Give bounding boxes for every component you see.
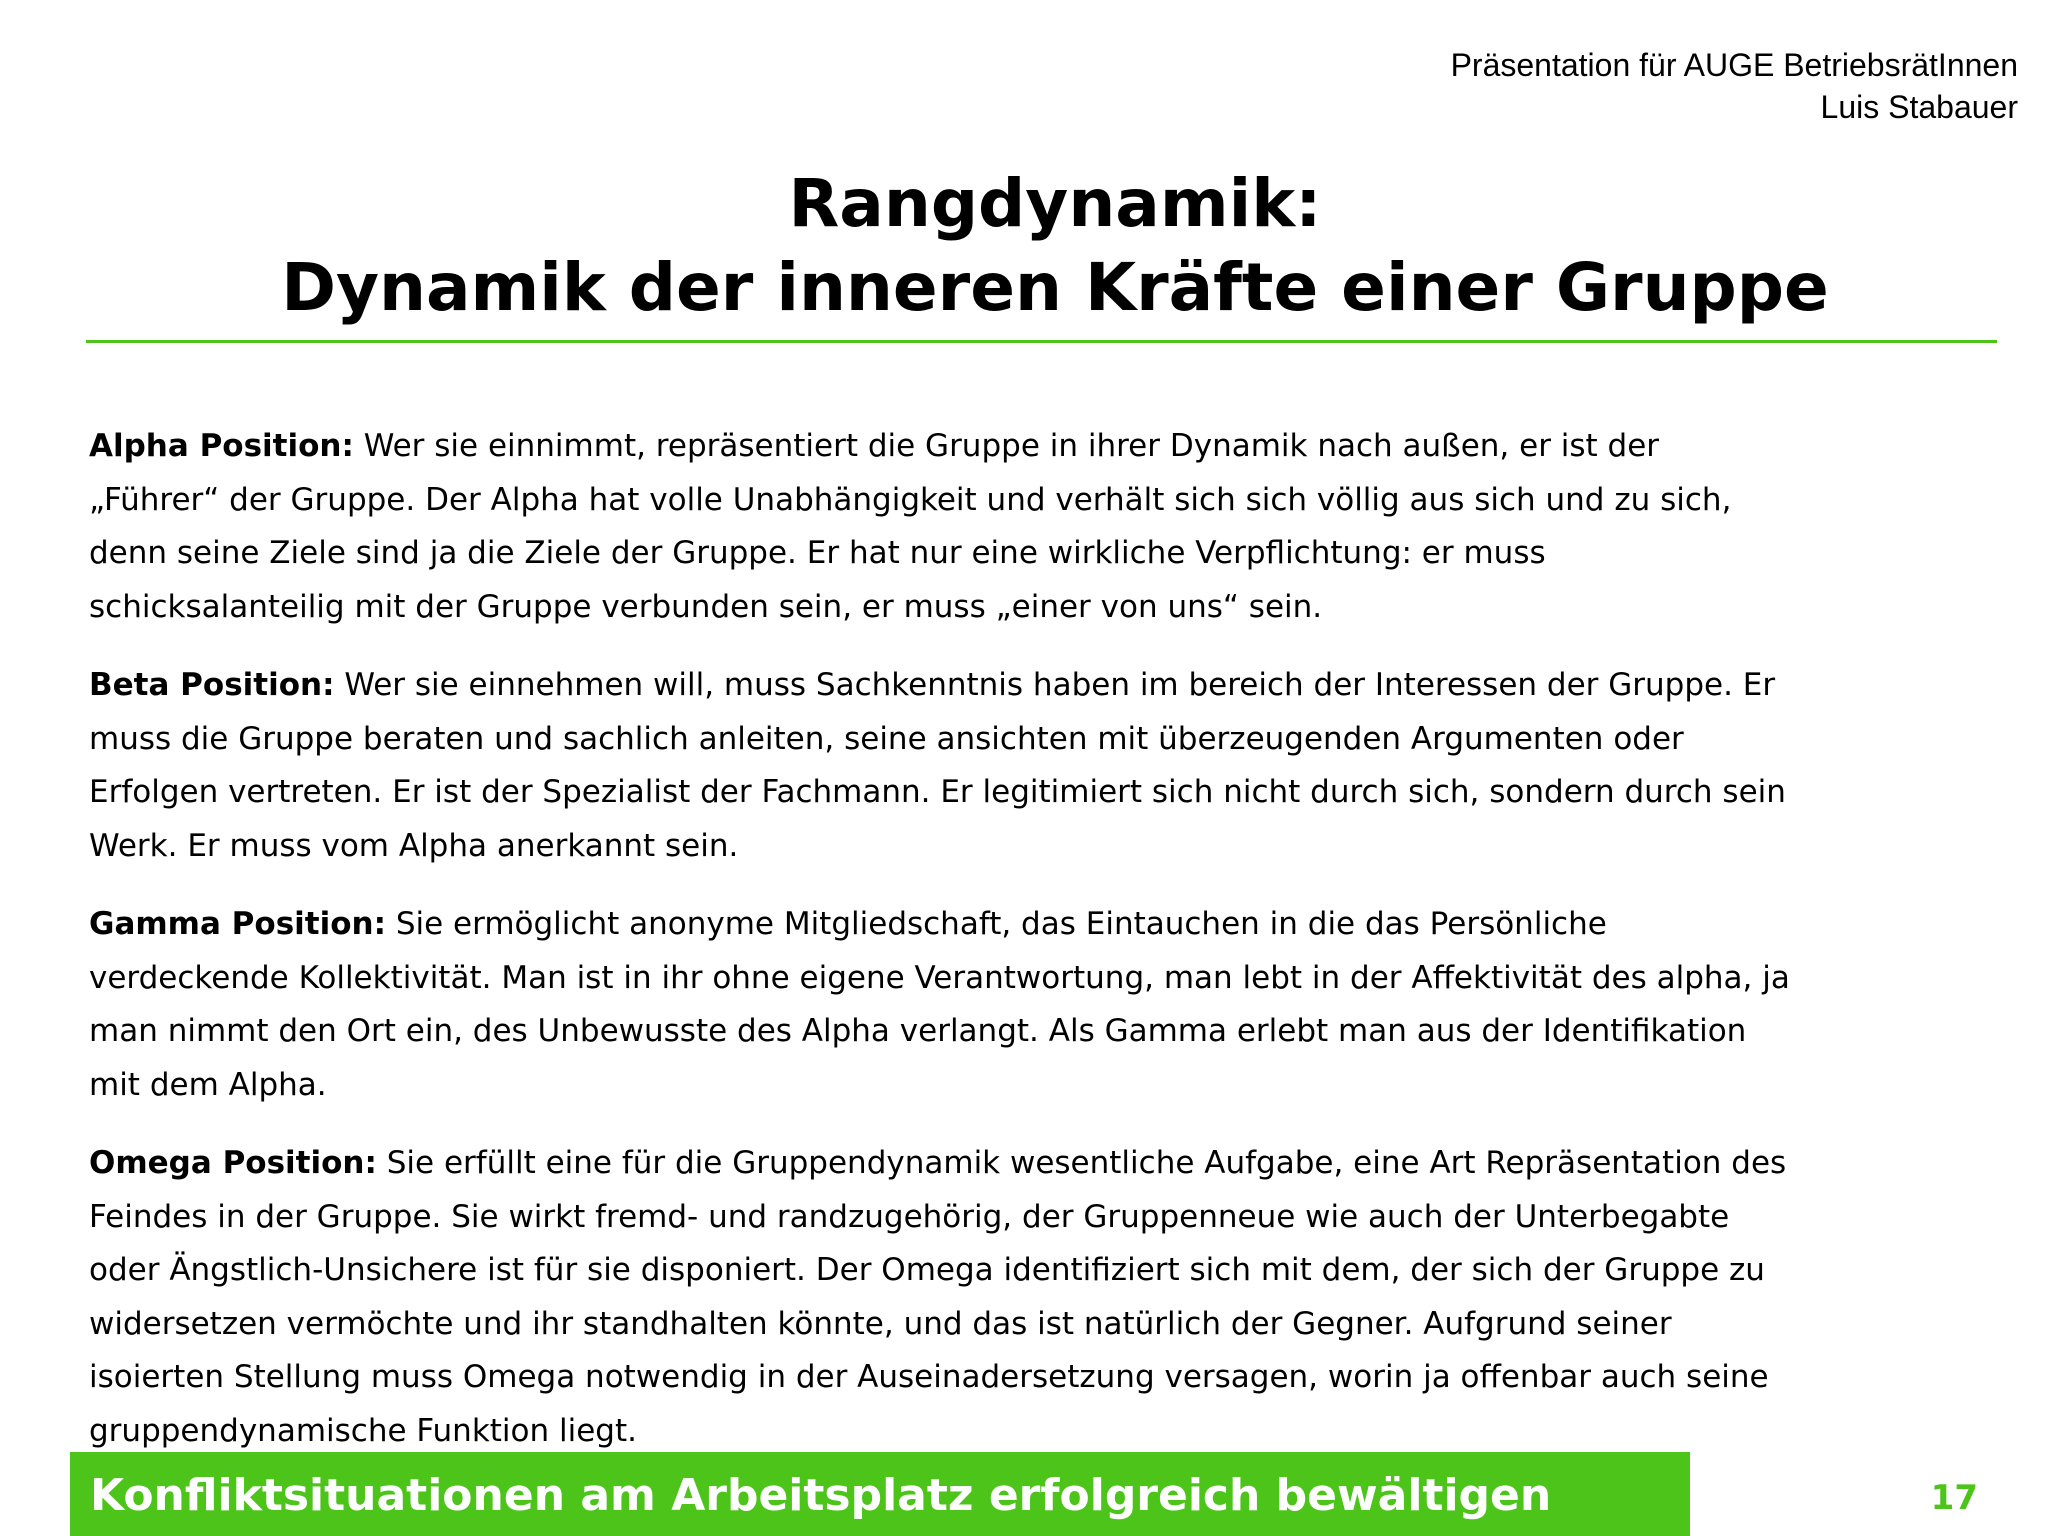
slide-title-line-2: Dynamik der inneren Kräfte einer Gruppe (281, 249, 1829, 326)
author-name: Luis Stabauer (1820, 89, 2018, 125)
section-line: mit dem Alpha. (89, 1066, 327, 1103)
section-gamma-position (89, 898, 2019, 1112)
section-line: man nimmt den Ort ein, des Unbewusste des Alpha verlangt. Als Gamma erlebt man aus der Identifikation (89, 1013, 1747, 1049)
slide-title (0, 162, 2048, 330)
section-beta-position (89, 659, 2019, 873)
section-line: oder Ängstlich-Unsichere ist für sie disponiert. Der Omega identifiziert sich mit dem, der sich der Gruppe zu (89, 1252, 1765, 1288)
section-line: Beta Position: Wer sie einnehmen will, muss Sachkenntnis haben im bereich der Interessen der Gruppe. Er (89, 667, 1776, 703)
section-line: schicksalanteilig mit der Gruppe verbunden sein, er muss „einer von uns“ sein. (89, 588, 1323, 625)
presentation-meta (1451, 44, 2018, 128)
section-label: Omega Position: (89, 1145, 377, 1181)
section-line: Feindes in der Gruppe. Sie wirkt fremd- und randzugehörig, der Gruppenneue wie auch der Unterbegabte (89, 1198, 1730, 1235)
section-line: Gamma Position: Sie ermöglicht anonyme Mitgliedschaft, das Eintauchen in die das Persönliche (89, 906, 1607, 942)
section-line: Alpha Position: Wer sie einnimmt, repräsentiert die Gruppe in ihrer Dynamik nach außen, er ist der (89, 428, 1660, 464)
section-line: isoierten Stellung muss Omega notwendig in der Auseinadersetzung versagen, worin ja offenbar auch seine (89, 1359, 1769, 1395)
section-line: Werk. Er muss vom Alpha anerkannt sein. (89, 827, 739, 864)
section-omega-position (89, 1137, 2019, 1458)
section-label: Alpha Position: (89, 428, 354, 464)
section-line: verdeckende Kollektivität. Man ist in ihr ohne eigene Verantwortung, man lebt in der Affektivität des alpha, ja (89, 959, 1790, 996)
footer-banner (70, 1452, 1690, 1536)
section-line: Omega Position: Sie erfüllt eine für die Gruppendynamik wesentliche Aufgabe, eine Art Repräsentation des (89, 1145, 1787, 1181)
section-alpha-position (89, 420, 2019, 634)
presentation-name: Präsentation für AUGE BetriebsrätInnen (1450, 47, 2018, 83)
section-line: „Führer“ der Gruppe. Der Alpha hat volle Unabhängigkeit und verhält sich sich völlig aus sich und zu sich, (89, 481, 1732, 518)
section-label: Beta Position: (89, 667, 335, 703)
section-line: widersetzen vermöchte und ihr standhalten könnte, und das ist natürlich der Gegner. Aufgrund seiner (89, 1305, 1672, 1342)
section-line: denn seine Ziele sind ja die Ziele der Gruppe. Er hat nur eine wirkliche Verpflichtung: er muss (89, 535, 1546, 571)
section-line: Erfolgen vertreten. Er ist der Spezialist der Fachmann. Er legitimiert sich nicht durch sich, sondern durch sein (89, 774, 1786, 810)
page-number: 17 (1930, 1478, 1978, 1518)
slide-title-line-1: Rangdynamik: (788, 165, 1322, 242)
section-line: muss die Gruppe beraten und sachlich anleiten, seine ansichten mit überzeugenden Argumenten oder (89, 720, 1684, 757)
section-line: gruppendynamische Funktion liegt. (89, 1412, 637, 1449)
slide-body (89, 420, 2019, 1483)
title-divider (86, 340, 1997, 343)
section-label: Gamma Position: (89, 906, 386, 942)
footer-banner-text: Konfliktsituationen am Arbeitsplatz erfolgreich bewältigen (90, 1470, 1552, 1521)
